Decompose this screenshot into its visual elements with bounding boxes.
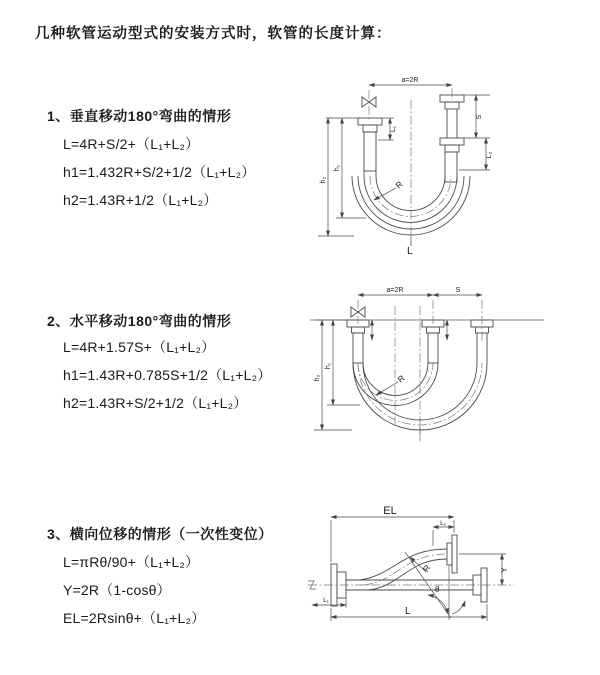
right-upper-hub bbox=[445, 102, 459, 109]
hose-small-outer bbox=[353, 363, 438, 406]
upper-flange-plate bbox=[452, 535, 457, 573]
dim-label-el: EL bbox=[383, 505, 397, 517]
section2-heading: 2、水平移动180°弯曲的情形 bbox=[47, 313, 232, 329]
dim-label-s: S bbox=[455, 287, 461, 294]
radius-leader bbox=[374, 188, 396, 200]
radius-label: R bbox=[420, 562, 433, 574]
section2-formula-L: L=4R+1.57S+（L₁+L₂） bbox=[63, 339, 216, 355]
hose-outer-wall bbox=[364, 171, 457, 222]
dim-label-s: S bbox=[476, 114, 483, 120]
angle-arc bbox=[428, 595, 448, 614]
section3-heading: 3、横向位移的情形（一次性变位） bbox=[47, 526, 273, 542]
dim-label-h2: h₂ bbox=[320, 176, 327, 184]
radius-label: R bbox=[393, 178, 405, 191]
section3-formula-EL: EL=2Rsinθ+（L₁+L₂） bbox=[63, 610, 206, 626]
section1-formula-L: L=4R+S/2+（L₁+L₂） bbox=[63, 136, 200, 152]
left-hub bbox=[352, 327, 365, 333]
dim-label-l1-bottom: L₁ bbox=[323, 597, 329, 604]
section3-formula-L: L=πRθ/90+（L₁+L₂） bbox=[63, 554, 200, 570]
right-lower-hub bbox=[445, 145, 459, 152]
radius-label: R bbox=[395, 372, 407, 385]
section2-formula-h2: h2=1.43R+S/2+1/2（L₁+L₂） bbox=[63, 395, 248, 411]
dim-label-l1-top: L₁ bbox=[440, 520, 446, 527]
dim-label-h2: h₂ bbox=[314, 374, 321, 382]
dim-label-l2: L₂ bbox=[486, 151, 493, 159]
section1-formula-h2: h2=1.43R+1/2（L₁+L₂） bbox=[63, 192, 218, 208]
section1-formula-h1: h1=1.432R+S/2+1/2（L₁+L₂） bbox=[63, 164, 256, 180]
dim-label-h1: h₁ bbox=[325, 362, 332, 370]
dim-label-y: Y bbox=[500, 567, 509, 573]
hose-scurve-top bbox=[360, 549, 447, 580]
dim-label-l: L bbox=[405, 606, 411, 617]
left-flange bbox=[358, 118, 382, 125]
mid-braid bbox=[428, 333, 438, 363]
hose-small-inner bbox=[363, 363, 428, 396]
diagram-vertical-180-bend bbox=[302, 70, 570, 260]
diagram-lateral-displacement bbox=[302, 502, 570, 662]
angle-arc-2 bbox=[452, 601, 465, 614]
dim-label-l1: L₁ bbox=[390, 125, 397, 133]
section1-heading: 1、垂直移动180°弯曲的情形 bbox=[47, 108, 232, 124]
upper-flange-hub bbox=[447, 543, 452, 565]
left-hub bbox=[363, 125, 377, 132]
dim-label-a2r: a=2R bbox=[401, 77, 419, 84]
diagram-horizontal-180-bend bbox=[302, 282, 570, 457]
right-braid bbox=[445, 152, 457, 182]
left-braid bbox=[353, 333, 363, 363]
left-braid bbox=[364, 132, 376, 171]
section3-formula-Y: Y=2R（1-cosθ） bbox=[63, 582, 171, 598]
length-label: L bbox=[407, 245, 413, 257]
hose-inner-wall bbox=[376, 171, 445, 211]
angle-label: θ bbox=[435, 585, 440, 594]
right-lower-flange bbox=[440, 138, 464, 145]
page-title: 几种软管运动型式的安装方式时，软管的长度计算： bbox=[35, 26, 392, 42]
section2-formula-h1: h1=1.43R+0.785S+1/2（L₁+L₂） bbox=[63, 367, 272, 383]
dim-label-h1: h₁ bbox=[334, 164, 341, 172]
mid-hub bbox=[427, 327, 440, 333]
dim-label-a2r: a=2R bbox=[386, 287, 404, 294]
